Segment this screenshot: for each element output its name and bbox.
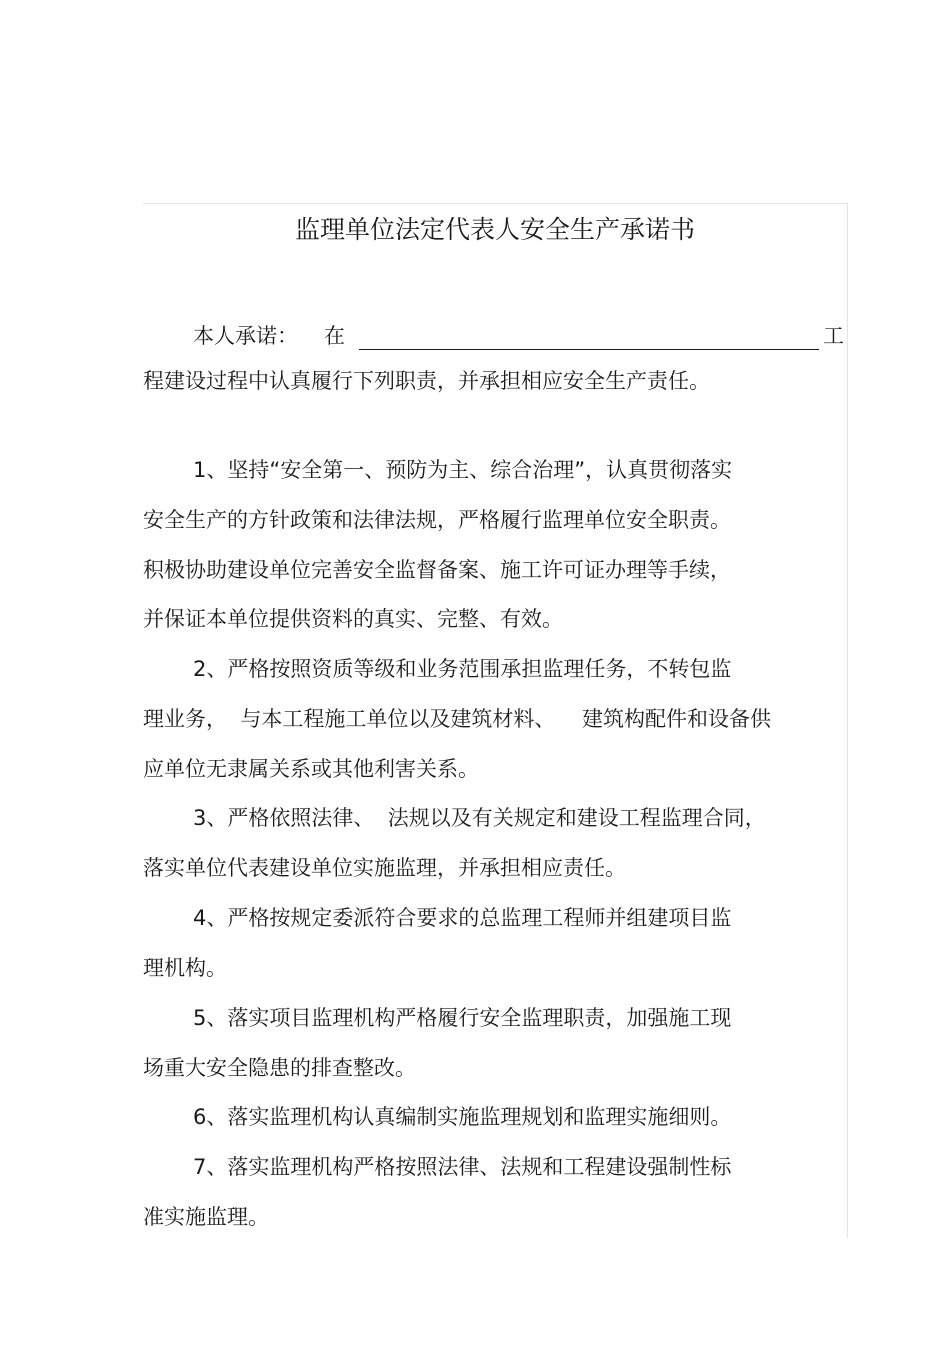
item-6-line-1: 6、落实监理机构认真编制实施监理规划和监理实施细则。 [193,1105,732,1129]
item-3-line-1: 3、严格依照法律、 法规以及有关规定和建设工程监理合同， [193,806,766,830]
item-1-line-4: 并保证本单位提供资料的真实、完整、有效。 [143,607,563,631]
intro-tail: 工 [823,324,844,348]
item-4-line-2: 理机构。 [143,956,227,980]
item-2-line-3: 应单位无隶属关系或其他利害关系。 [143,757,479,781]
item-3-line-2: 落实单位代表建设单位实施监理，并承担相应责任。 [143,856,626,880]
item-1-line-2: 安全生产的方针政策和法律法规，严格履行监理单位安全职责。 [143,508,731,532]
document-title: 监理单位法定代表人安全生产承诺书 [294,215,695,244]
item-4-line-1: 4、严格按规定委派符合要求的总监理工程师并组建项目监 [193,906,732,930]
item-7-line-2: 准实施监理。 [143,1205,269,1229]
item-1-line-3: 积极协助建设单位完善安全监督备案、施工许可证办理等手续， [143,558,731,582]
intro-in-word: 在 [324,324,345,348]
intro-line-2: 程建设过程中认真履行下列职责，并承担相应安全生产责任。 [143,369,710,393]
item-2-line-2: 理业务， 与本工程施工单位以及建筑材料、 建筑构配件和设备供 [143,707,772,731]
item-5-line-1: 5、落实项目监理机构严格履行安全监理职责，加强施工现 [193,1006,732,1030]
item-1-line-1: 1、坚持“安全第一、预防为主、综合治理”，认真贯彻落实 [193,458,733,482]
item-2-line-1: 2、严格按照资质等级和业务范围承担监理任务，不转包监 [193,657,732,681]
item-5-line-2: 场重大安全隐患的排查整改。 [143,1056,416,1080]
intro-lead: 本人承诺： [193,324,298,348]
project-name-blank [359,349,819,350]
item-7-line-1: 7、落实监理机构严格按照法律、法规和工程建设强制性标 [193,1155,732,1179]
